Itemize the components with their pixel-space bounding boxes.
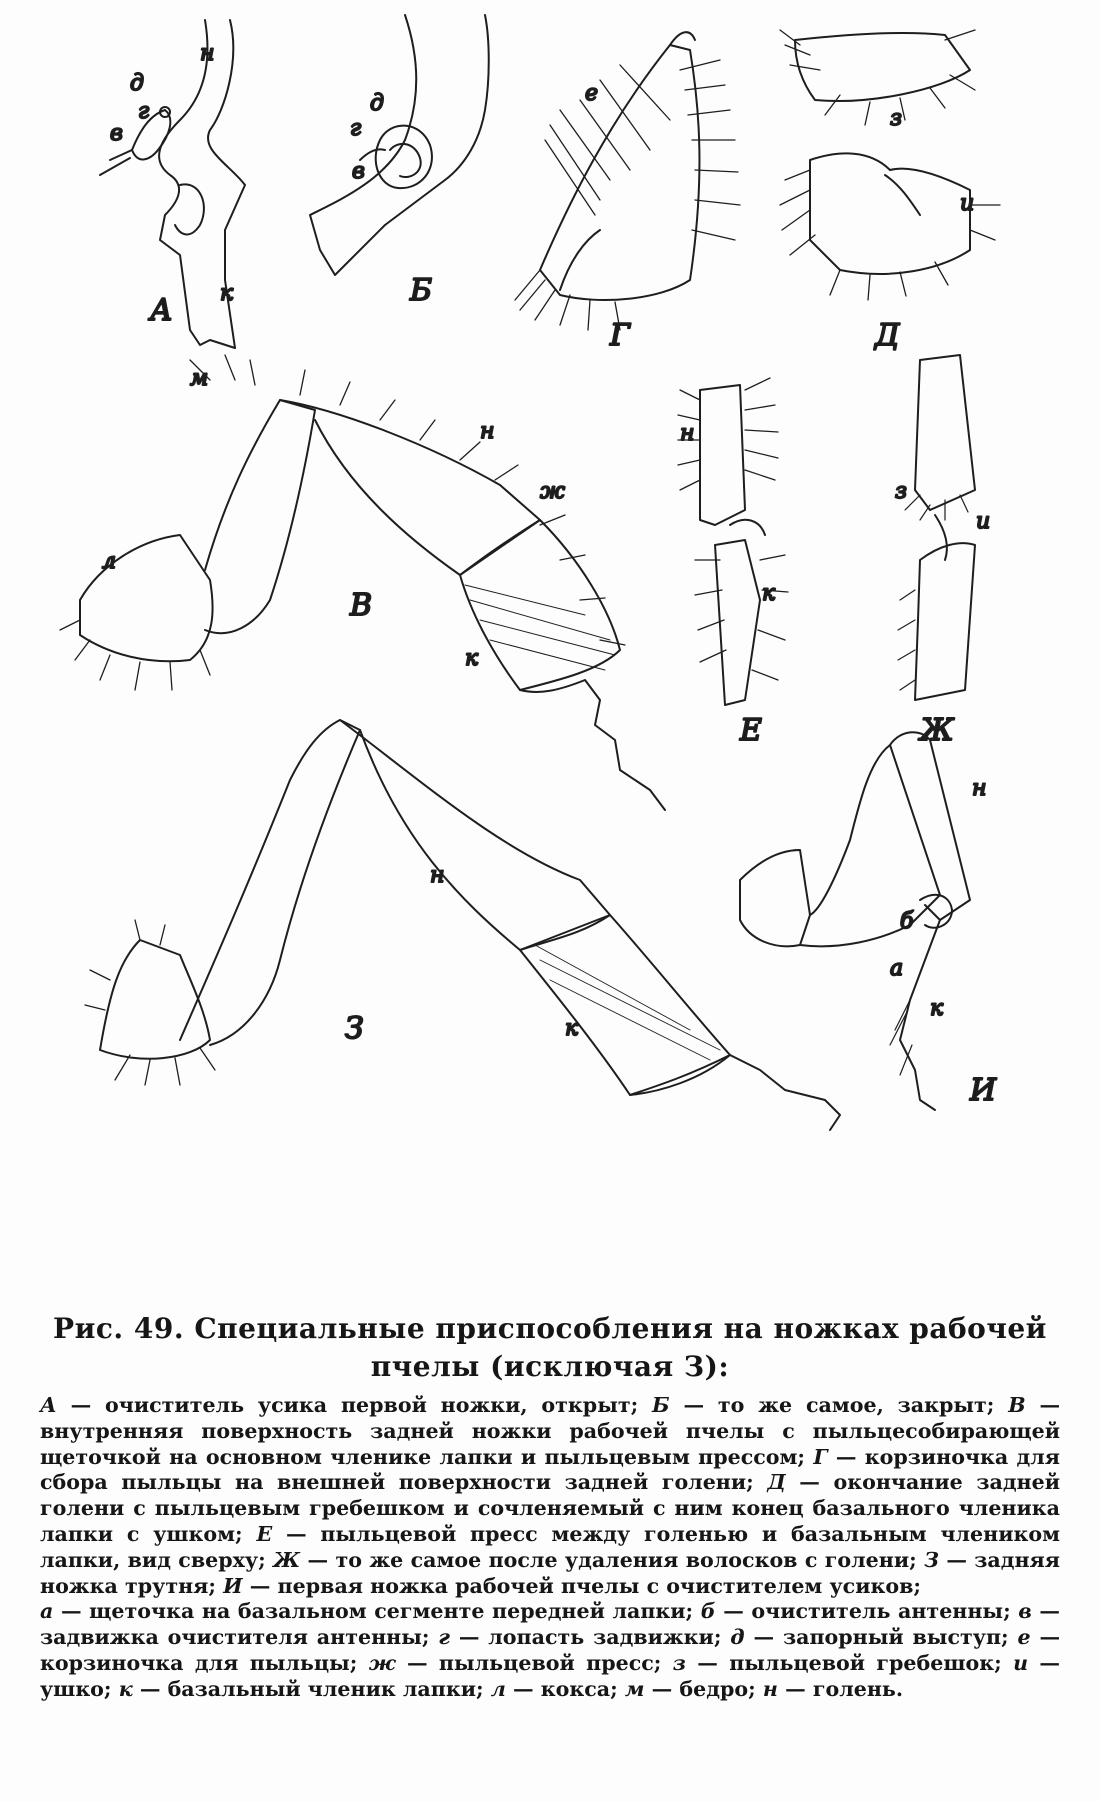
- panel-g-letter: Г: [610, 318, 630, 353]
- panel-z-label-n: н: [430, 863, 445, 888]
- caption-text: — корзиночка для сбора пыльцы на внешней поверхности задней голени;: [40, 1444, 1061, 1495]
- caption-key: Г: [813, 1444, 828, 1469]
- legend-key: н: [762, 1676, 778, 1701]
- caption-text: — то же самое после удаления волосков с голени;: [307, 1547, 917, 1572]
- panel-zh-drawing: [895, 355, 990, 748]
- legend-entry: [730, 1625, 1008, 1649]
- panel-v-drawing: [60, 355, 665, 810]
- panel-v-label-m: м: [190, 366, 209, 391]
- panel-v-letter: В: [350, 588, 373, 623]
- caption-panels-description: [40, 1393, 1060, 1599]
- panel-d-label-i: и: [960, 191, 975, 216]
- legend-key: л: [490, 1676, 506, 1701]
- panel-i-label-b: б: [900, 909, 914, 934]
- figure-caption-title: Рис. 49. Специальные приспособления на ножках рабочей пчелы (исключая З):: [53, 1312, 1047, 1383]
- caption-text: — внутренняя поверхность задней ножки рабочей пчелы с пыльцесобирающей щеточкой на основном членике лапки и пыльцевым прессом;: [40, 1393, 1061, 1469]
- panel-v-label-zh: ж: [540, 479, 566, 504]
- panel-b-drawing: [310, 15, 489, 308]
- panel-g-drawing: [515, 32, 740, 353]
- legend-key: б: [700, 1599, 716, 1624]
- legend-key: а: [40, 1599, 54, 1624]
- panel-z-label-k: к: [565, 1016, 579, 1041]
- panel-b-letter: Б: [410, 273, 433, 308]
- panel-zh-label-z: з: [895, 479, 907, 504]
- figure-caption-body: [40, 1393, 1060, 1703]
- legend-key: з: [672, 1650, 686, 1675]
- legend-entry: [491, 1677, 618, 1701]
- panel-i-label-n: н: [972, 776, 987, 801]
- panel-a-label-d: д: [130, 71, 144, 96]
- panel-a-label-n: н: [200, 41, 215, 66]
- panel-d-label-z: з: [890, 106, 902, 131]
- panel-v-label-l: л: [102, 549, 117, 574]
- caption-panel-entry: [223, 1574, 921, 1598]
- legend-text: — пыльцевой гребешок;: [697, 1650, 1002, 1675]
- caption-panel-entry: [652, 1393, 994, 1417]
- legend-text: — кокса;: [513, 1676, 618, 1701]
- legend-key: г: [438, 1625, 450, 1650]
- panel-a-label-v: в: [110, 121, 123, 146]
- panel-a-label-g: г: [138, 99, 150, 124]
- caption-key: Е: [256, 1521, 273, 1546]
- panel-b-label-d: д: [370, 91, 384, 116]
- figure-49-illustration: [40, 0, 1060, 1300]
- caption-text: — первая ножка рабочей пчелы с очистителем усиков;: [249, 1573, 922, 1598]
- panel-a-label-k: к: [220, 281, 234, 306]
- caption-key: А: [40, 1393, 57, 1417]
- legend-entry: [763, 1677, 903, 1701]
- panel-a-drawing: [100, 20, 245, 348]
- legend-key: д: [730, 1625, 745, 1650]
- panel-e-drawing: [678, 378, 788, 748]
- panel-e-letter: Е: [740, 713, 762, 748]
- legend-entry: [701, 1599, 1011, 1623]
- legend-text: — ушко;: [40, 1650, 1061, 1701]
- legend-key: в: [1018, 1599, 1032, 1624]
- legend-entry: [369, 1651, 662, 1675]
- legend-entry: [673, 1651, 1002, 1675]
- panel-e-label-k: к: [762, 581, 776, 606]
- legend-text: — голень.: [785, 1676, 904, 1701]
- caption-key: Д: [767, 1470, 786, 1495]
- legend-text: — базальный членик лапки;: [139, 1676, 484, 1701]
- legend-text: — корзиночка для пыльцы;: [40, 1625, 1061, 1675]
- panel-z-letter: З: [345, 1011, 364, 1046]
- legend-entry: [625, 1677, 756, 1701]
- caption-panel-entry: [40, 1393, 638, 1417]
- panel-i-label-k: к: [930, 996, 944, 1021]
- panel-d-drawing: [780, 30, 1000, 353]
- legend-text: — щеточка на базальном сегменте передней лапки;: [60, 1599, 694, 1624]
- caption-text: — пыльцевой пресс между голенью и базальным члеником лапки, вид сверху;: [40, 1521, 1061, 1572]
- caption-key: Ж: [273, 1547, 301, 1572]
- caption-text: — то же самое, закрыт;: [683, 1393, 995, 1417]
- caption-text: — очиститель усика первой ножки, открыт;: [70, 1393, 639, 1417]
- legend-key: ж: [368, 1650, 396, 1675]
- legend-text: — задвижка очистителя антенны;: [40, 1599, 1060, 1650]
- legend-key: м: [624, 1676, 645, 1701]
- panel-v-label-k: к: [465, 646, 479, 671]
- panel-d-letter: Д: [875, 318, 900, 353]
- panel-b-label-v: в: [352, 159, 365, 184]
- legend-key: е: [1017, 1625, 1031, 1650]
- panel-z-drawing: [85, 720, 840, 1130]
- caption-key: Б: [652, 1393, 670, 1417]
- legend-text: — очиститель антенны;: [723, 1599, 1011, 1624]
- panel-b-label-g: г: [350, 116, 362, 141]
- panel-g-label-e: е: [585, 81, 599, 106]
- legend-text: — запорный выступ;: [753, 1625, 1009, 1650]
- panel-a-letter: А: [150, 293, 173, 328]
- panel-i-letter: И: [970, 1073, 997, 1108]
- caption-text: — окончание задней голени с пыльцевым гребешком и сочленяемый с ним конец базального членика лапки с ушком;: [40, 1470, 1061, 1546]
- legend-key: к: [118, 1676, 133, 1701]
- panel-i-label-a: а: [890, 956, 904, 981]
- legend-text: — лопасть задвижки;: [458, 1625, 722, 1650]
- legend-text: — пыльцевой пресс;: [406, 1650, 662, 1675]
- caption-text: — задняя ножка трутня;: [40, 1547, 1060, 1598]
- caption-key: В: [1008, 1393, 1026, 1417]
- legend-entry: [40, 1599, 693, 1623]
- panel-i-drawing: [740, 732, 997, 1110]
- panel-zh-letter: Ж: [920, 713, 954, 748]
- panel-zh-label-i: и: [976, 509, 991, 534]
- panel-e-label-n: н: [680, 421, 695, 446]
- legend-entry: [438, 1625, 721, 1649]
- legend-entry: [119, 1677, 484, 1701]
- legend-key: и: [1013, 1650, 1029, 1675]
- panel-v-label-n: н: [480, 419, 495, 444]
- caption-panel-entry: [273, 1548, 917, 1572]
- caption-legend: [40, 1599, 1060, 1702]
- caption-key: И: [223, 1573, 243, 1598]
- legend-text: — бедро;: [651, 1676, 756, 1701]
- caption-key: З: [924, 1547, 939, 1572]
